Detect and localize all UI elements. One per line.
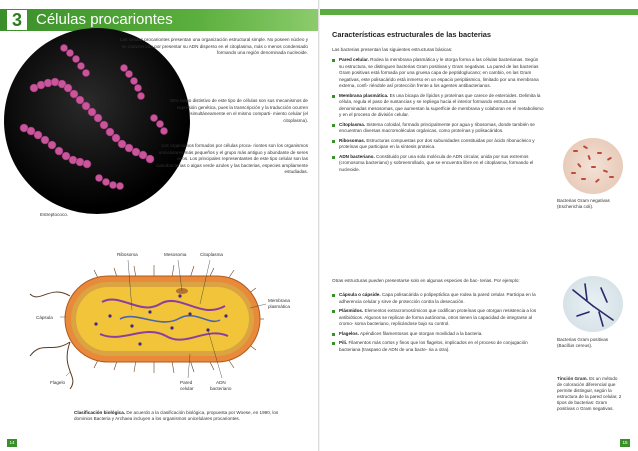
label-mesosoma: Mesosoma <box>164 252 187 257</box>
paragraph-3: Los organismos formados por células proca- riontes son los organismos unicelulares más pequeños y el grupo más antiguo y abundante de seres vivos. Los principales representantes de este tipo celular son las cianobacterias o algas verde azules y las bacterias, especies ampliamente estudiadas. <box>156 143 308 174</box>
other-structures-intro: Otras estructuras pueden presentarse solo en algunas especies de bac- terias. Por ejemplo: <box>332 278 520 283</box>
page-number-left: 14 <box>7 439 17 447</box>
list-item <box>332 154 544 174</box>
item-term: Citoplasma. <box>339 121 366 127</box>
label-pared-l1: Pared <box>180 380 193 385</box>
paragraph-1: Las células procariontes presentan una organización estructural simple. No poseen núcleo y se caracterizan por presentar su ADN disperso en el citoplasma, más o menos condensado formando una región denominada nucleoide. <box>120 37 308 55</box>
bio-note-text: De acuerdo a la clasificación biológica, propuesta por Woese, en 1990, los dominios Bacteria y Archaea incluyen a los organismos unicelulares procariontes. <box>74 410 279 422</box>
item-text: Constituido por una sola molécula de ADN circular, unida por sus extremos (cromosoma bacteriano) y sobreenrollado, que se encuentra libre en el citoplasma, formando el nucleoide. <box>339 153 534 172</box>
biological-classification-note <box>74 410 296 423</box>
item-term: Membrana plasmática. <box>339 92 389 98</box>
page-number-right: 15 <box>620 439 630 447</box>
item-term: ADN bacteriano. <box>339 153 375 159</box>
item-term: Plásmidos. <box>339 308 364 313</box>
chapter-title: Células procariontes <box>36 11 173 28</box>
item-text: Sistema coloidal, formado principalmente por agua y ribosomas, donde también se encuentran diversas macromoléculas orgánicas, como proteínas y polisacáridos. <box>339 121 535 133</box>
list-item <box>332 331 544 338</box>
gram-positive-caption: Bacterias Gram positivas (Bacillus cereus). <box>557 337 609 348</box>
item-term: Cápsula o cápside. <box>339 292 381 297</box>
label-ribosoma: Ribosoma <box>117 252 138 257</box>
list-item <box>332 122 544 135</box>
item-term: Pared celular. <box>339 57 369 62</box>
gram-stain-note <box>557 376 623 412</box>
section-intro: Las bacterias presentan las siguientes estructuras básicas: <box>332 47 453 52</box>
bacterium-diagram <box>36 244 310 394</box>
list-item <box>332 57 544 90</box>
list-item <box>332 308 544 328</box>
item-text: Apéndices filamentosos que otorgan movilidad a la bacteria. <box>359 330 483 336</box>
item-text: Estructuras compuestas por dos subunidades constituidas por ácido ribonucleico y proteínas que participan en la síntesis proteica. <box>339 137 535 149</box>
label-citoplasma: Citoplasma <box>200 252 223 257</box>
item-text: Capa polisacárida o polipeptídica que rodea la pared celular. Participa en la adherencia celular y sirve de protección contra la desecación. <box>339 292 536 304</box>
label-membrana-l1: Membrana <box>268 298 290 303</box>
label-adn-l1: ADN <box>216 380 226 385</box>
right-page <box>320 0 638 451</box>
basic-structures-list <box>332 57 544 176</box>
gram-stain-title: Tinción Gram. <box>557 376 588 381</box>
gram-negative-caption: Bacterias Gram negativas (Escherichia coli). <box>557 198 610 209</box>
label-pared-l2: celular <box>180 386 194 391</box>
right-top-bar <box>320 9 638 15</box>
list-item <box>332 292 544 305</box>
list-item <box>332 138 544 151</box>
micrograph-caption: Estreptococo. <box>40 212 69 217</box>
label-membrana-l2: plasmática <box>268 304 290 309</box>
gram-positive-micrograph <box>563 276 623 332</box>
item-term: Pili. <box>339 340 348 345</box>
item-text: Rodea la membrana plasmática y le otorga forma a las células bacterianas. Según su estructura, se distinguen bacterias Gram positivas y Gram negativas. La pared de las bacterias Gram positivas está formada por una gruesa capa de peptidoglucano; en cambio, en las Gram negativas, este polisacárido está inmerso en un espacio periplásmico, limitado por una membrana externa, confi- riéndole así protección frente a los agentes antibacterianos. <box>339 57 539 88</box>
bio-note-title: Clasificación biológica. <box>74 410 126 415</box>
section-title: Características estructurales de las bacterias <box>332 30 491 39</box>
item-text: Es una bicapa de lípidos y proteínas que carece de esteroides. Delimita la célula, regula el paso de sustancias y se repliega hacia el interior formando estructuras denominadas mesosomas, que aumentan la superficie de membrana y colaboran en el metabolismo y en el proceso de división celular. <box>339 92 544 117</box>
label-capsula: Cápsula <box>36 315 53 320</box>
item-term: Flagelos. <box>339 330 359 336</box>
label-adn-l2: bacteriano <box>210 386 232 391</box>
paragraph-2: Otro rasgo distintivo de este tipo de células son sus mecanismos de expresión genética, pues la transcripción y la traducción ocurren simultáneamente en el mismo comparti- miento celular (el citoplasma). <box>169 98 308 123</box>
item-text: Filamentos más cortos y finos que los flagelos, implicados en el proceso de conjugación bacteriana (traspaso de ADN de una bacte- ria a otra). <box>339 340 528 352</box>
label-flagelo: Flagelo <box>50 380 66 385</box>
chapter-number: 3 <box>7 10 27 30</box>
item-text: Elementos extracromosómicos que codifican proteínas que otorgan resistencia a los antibióticos. Algunos se replican de forma autónoma, otros tienen la capacidad de integrarse al cromo- soma bacteriano, replicándose bajo su control. <box>339 308 537 326</box>
gram-negative-micrograph <box>563 138 623 194</box>
list-item <box>332 93 544 119</box>
gram-stain-text: Es un método de coloración diferencial que permite distinguir, según la estructura de la pared celular, 2 tipos de bacterias: Gram positivas o Gram negativas. <box>557 376 622 411</box>
item-term: Ribosomas. <box>339 137 366 143</box>
other-structures-list <box>332 292 544 356</box>
list-item <box>332 340 544 353</box>
